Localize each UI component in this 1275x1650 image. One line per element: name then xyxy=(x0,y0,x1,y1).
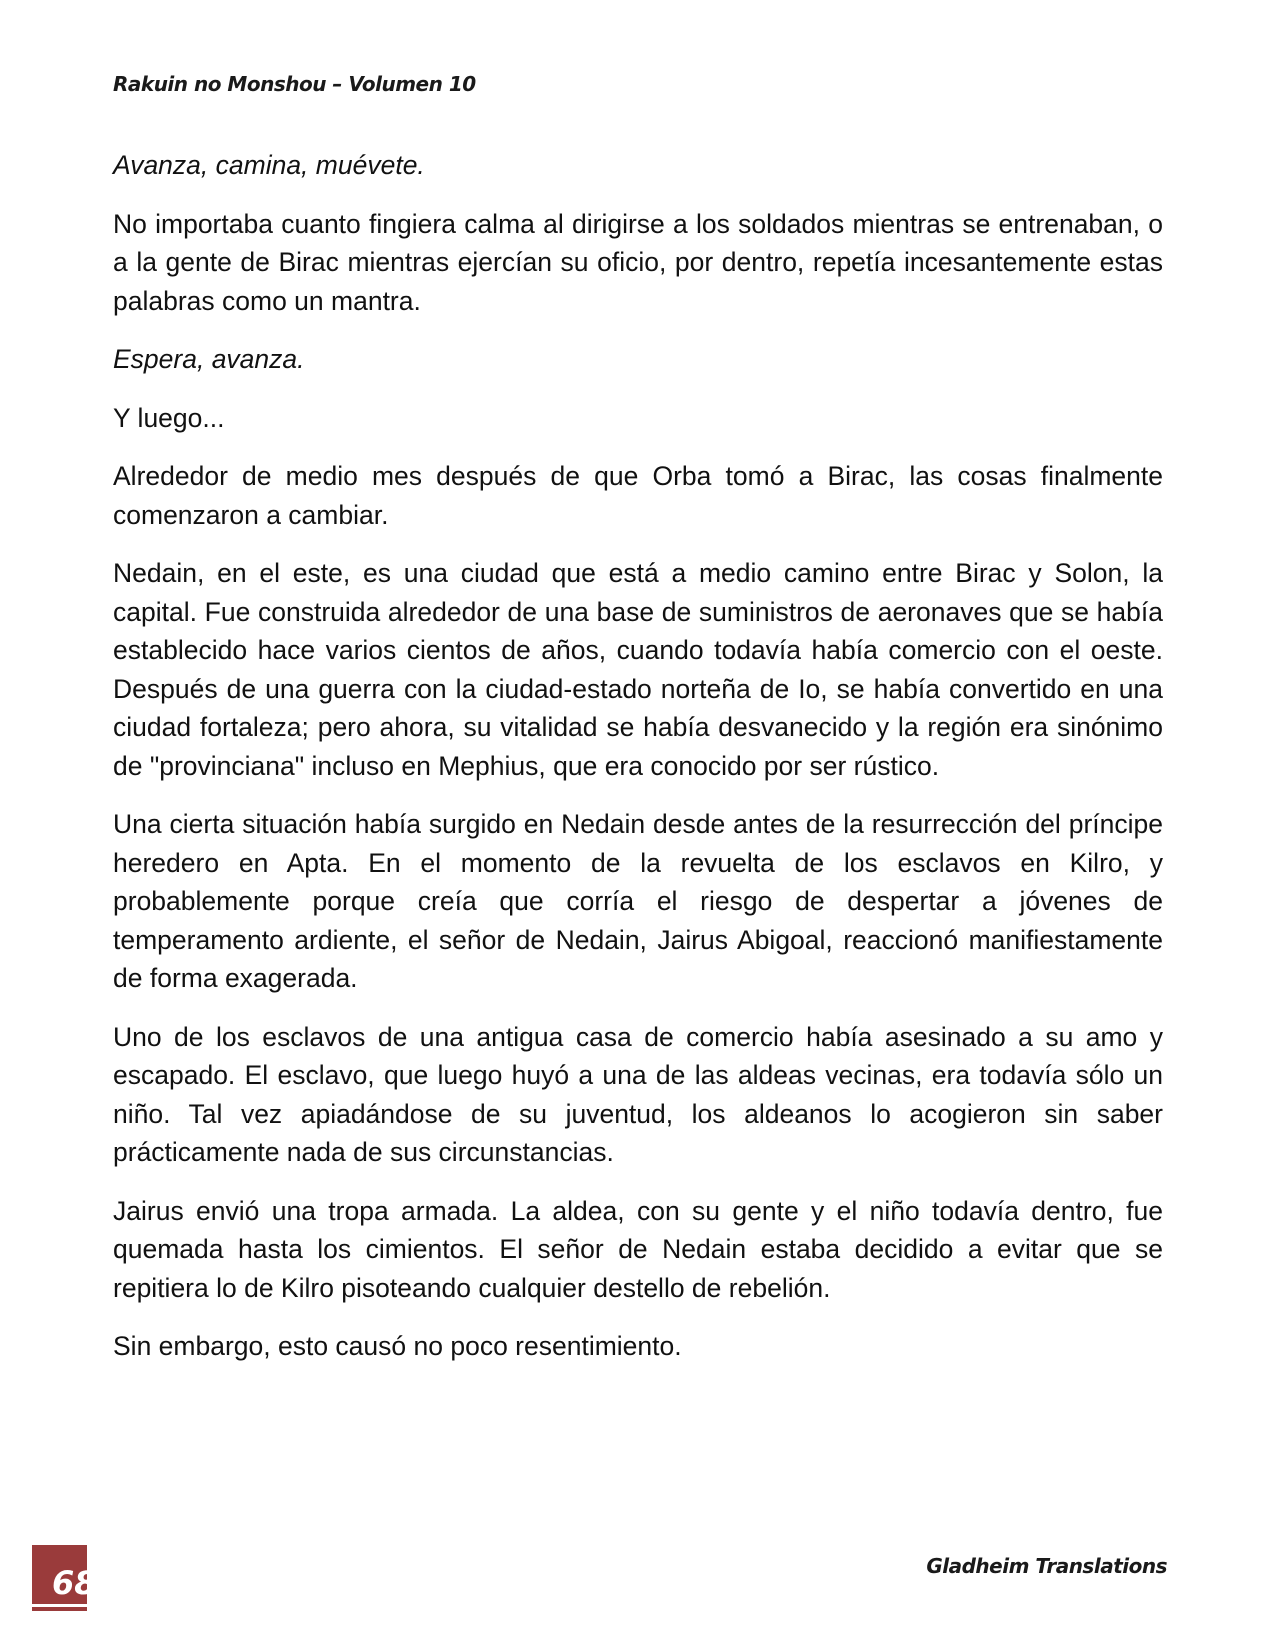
paragraph: Sin embargo, esto causó no poco resentimiento. xyxy=(113,1331,682,1361)
footer-credit: Gladheim Translations xyxy=(926,1554,1167,1578)
paragraph: No importaba cuanto fingiera calma al dirigirse a los soldados mientras se entrenaban, o a la gente de Birac mientras ejercían su oficio, por dentro, repetía incesantemente estas palabras como un mantra. xyxy=(113,208,1163,316)
paragraph: Una cierta situación había surgido en Nedain desde antes de la resurrección del príncipe heredero en Apta. En el momento de la revuelta de los esclavos en Kilro, y probablemente porque creía que corría el riesgo de despertar a jóvenes de temperamento ardiente, el señor de Nedain, Jairus Abigoal, reaccionó manifiestamente de forma exagerada. xyxy=(113,809,1163,993)
paragraph: Jairus envió una tropa armada. La aldea, con su gente y el niño todavía dentro, fue quemada hasta los cimientos. El señor de Nedain estaba decidido a evitar que se repitiera lo de Kilro pisoteando cualquier destello de rebelión. xyxy=(113,1195,1163,1303)
paragraph: Alrededor de medio mes después de que Orba tomó a Birac, las cosas finalmente comenzaron a cambiar. xyxy=(113,461,1163,530)
page-number-box xyxy=(32,1545,97,1611)
body-text xyxy=(113,146,1163,1386)
page-number: 68 xyxy=(52,1564,97,1602)
paragraph: Y luego... xyxy=(113,402,225,433)
paragraph: Avanza, camina, muévete. xyxy=(113,150,425,180)
paragraph: Espera, avanza. xyxy=(113,344,305,374)
paragraph: Uno de los esclavos de una antigua casa de comercio había asesinado a su amo y escapado. El esclavo, que luego huyó a una de las aldeas vecinas, era todavía sólo un niño. Tal vez apiadándose de su juventud, los aldeanos lo acogieron sin saber prácticamente nada de sus circunstancias. xyxy=(113,1021,1163,1167)
running-header: Rakuin no Monshou – Volumen 10 xyxy=(113,72,476,96)
paragraph: Nedain, en el este, es una ciudad que está a medio camino entre Birac y Solon, la capital. Fue construida alrededor de una base de suministros de aeronaves que se había establecido hace varios cientos de años, cuando todavía había comercio con el oeste. Después de una guerra con la ciudad-estado norteña de Io, se había convertido en una ciudad fortaleza; pero ahora, su vitalidad se había desvanecido y la región era sinónimo de "provinciana" incluso en Mephius, que era conocido por ser rústico. xyxy=(113,558,1163,781)
page-number-rule xyxy=(32,1604,87,1607)
